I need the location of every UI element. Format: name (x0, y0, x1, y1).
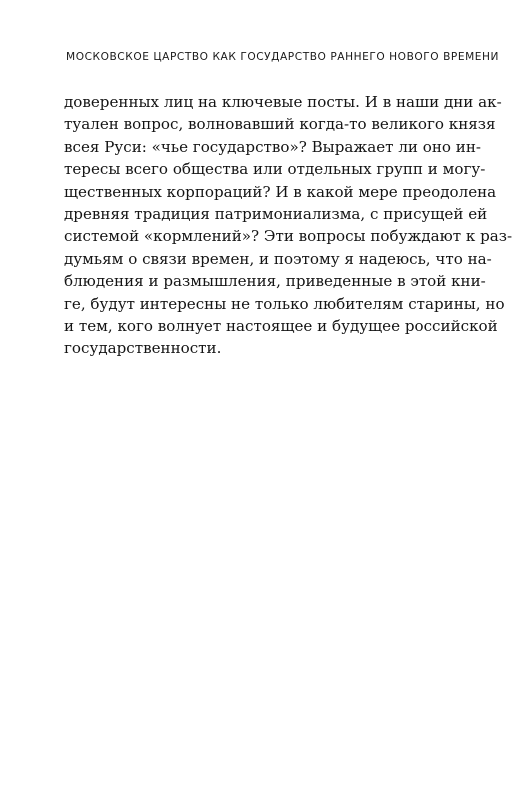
text-line: доверенных лиц на ключевые посты. И в наши дни ак- (64, 93, 502, 111)
text-line: щественных корпораций? И в какой мере преодолена (64, 182, 497, 201)
text-line: туален вопрос, волновавший когда-то великого князя (64, 115, 496, 134)
text-line: древняя традиция патримониализма, с присущей ей (64, 204, 488, 223)
text-line: ге, будут интересны не только любителям старины, но (64, 294, 505, 313)
body-paragraph (64, 91, 513, 360)
text-line-last: государственности. (64, 339, 222, 358)
running-head: МОСКОВСКОЕ ЦАРСТВО КАК ГОСУДАРСТВО РАННЕГО НОВОГО ВРЕМЕНИ (66, 51, 500, 63)
text-line: блюдения и размышления, приведенные в этой кни- (64, 272, 486, 291)
text-line: всея Руси: «чье государство»? Выражает ли оно ин- (64, 137, 482, 156)
text-line: системой «кормлений»? Эти вопросы побуждают к раз- (64, 227, 513, 246)
text-line: тересы всего общества или отдельных групп и могу- (64, 160, 486, 179)
text-line: и тем, кого волнует настоящее и будущее российской (64, 316, 498, 335)
text-line: думьям о связи времен, и поэтому я надеюсь, что на- (64, 249, 492, 268)
